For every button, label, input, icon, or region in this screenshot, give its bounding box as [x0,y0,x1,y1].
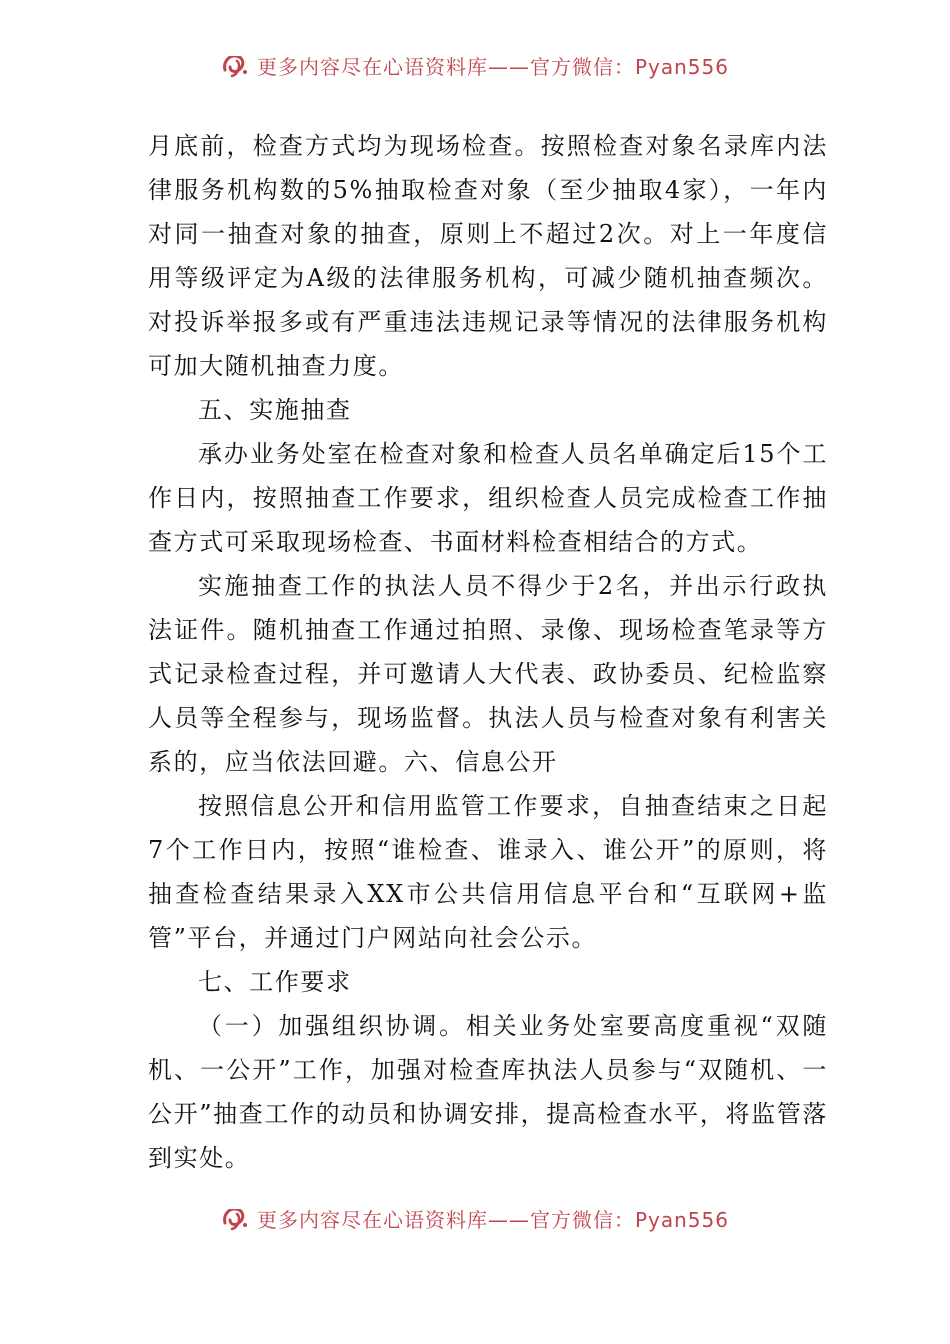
document-body [148,124,828,1180]
paragraph-4: 按照信息公开和信用监管工作要求，自抽查结束之日起7个工作日内，按照“谁检查、谁录入、谁公开”的原则，将抽查检查结果录入XX市公共信用信息平台和“互联网+监管”平台，并通过门户网站向社会公示。 [148,792,828,952]
paragraph-1: 月底前，检查方式均为现场检查。按照检查对象名录库内法律服务机构数的5%抽取检查对象（至少抽取4家），一年内对同一抽查对象的抽查，原则上不超过2次。对上一年度信用等级评定为A级的法律服务机构，可减少随机抽查频次。对投诉举报多或有严重违法违规记录等情况的法律服务机构可加大随机抽查力度。 [148,132,828,380]
header-watermark [0,56,950,86]
paragraph-2: 承办业务处室在检查对象和检查人员名单确定后15个工作日内，按照抽查工作要求，组织检查人员完成检查工作抽查方式可采取现场检查、书面材料检查相结合的方式。 [148,440,828,556]
section-heading-5: 五、实施抽查 [198,396,352,424]
footer-watermark [0,1209,950,1239]
logo-icon [221,1209,251,1231]
paragraph-5: （一）加强组织协调。相关业务处室要高度重视“双随机、一公开”工作，加强对检查库执法人员参与“双随机、一公开”抽查工作的动员和协调安排，提高检查水平，将监管落到实处。 [148,1012,828,1172]
paragraph-3: 实施抽查工作的执法人员不得少于2名，并出示行政执法证件。随机抽查工作通过拍照、录像、现场检查笔录等方式记录检查过程，并可邀请人大代表、政协委员、纪检监察人员等全程参与，现场监督。执法人员与检查对象有利害关系的，应当依法回避。六、信息公开 [148,572,828,776]
section-heading-7: 七、工作要求 [198,968,352,996]
watermark-text: 更多内容尽在心语资料库——官方微信：Pyan556 [256,56,729,79]
watermark-text: 更多内容尽在心语资料库——官方微信：Pyan556 [256,1209,729,1232]
logo-icon [221,56,251,78]
